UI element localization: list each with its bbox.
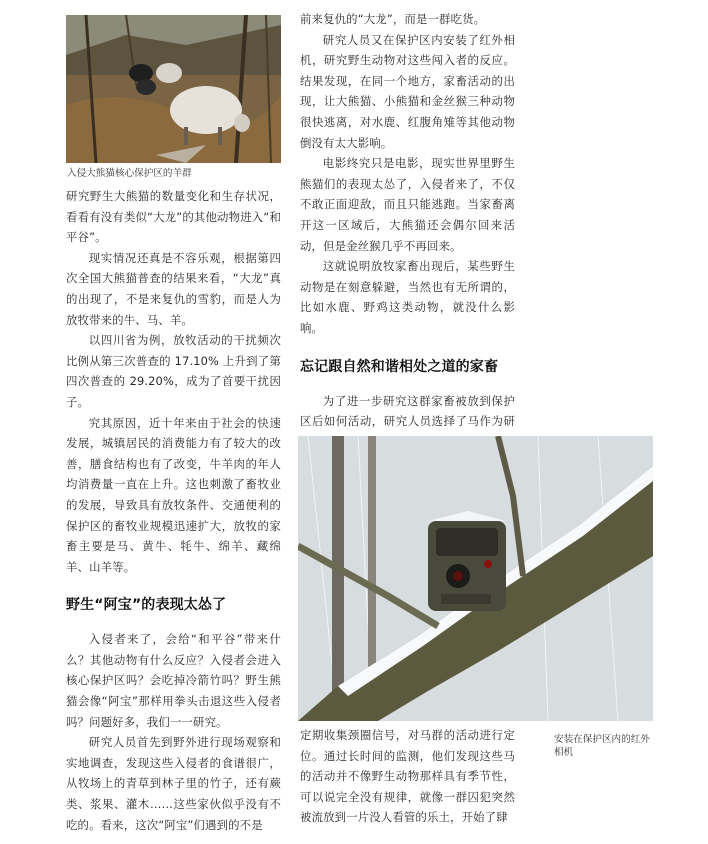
infrared-camera-photo [298, 436, 653, 721]
sheep-herd-photo [66, 15, 281, 163]
paragraph: 研究人员首先到野外进行现场观察和实地调查，发现这些入侵者的食谱很广，从牧场上的青草到林子里的竹子，还有蕨类、浆果、灌木……这些家伙似乎没有不吃的。看来，这次“阿宝”们遇到的不是 [66, 735, 281, 832]
section-heading: 野生“阿宝”的表现太怂了 [66, 597, 227, 614]
right-column-upper [300, 9, 515, 473]
paragraph: 以四川省为例，放牧活动的干扰频次比例从第三次普查的 17.10% 上升到了第四次普查的 29.20%，成为了首要干扰因子。 [66, 333, 281, 409]
sheep-photo-caption: 入侵大熊猫核心保护区的羊群 [67, 168, 192, 179]
paragraph: 为了进一步研究这群家畜被放到保护区后如何活动，研究人员选择了马作为研 [300, 393, 515, 429]
paragraph: 这就说明放牧家畜出现后，某些野生动物是在刻意躲避，当然也有无所谓的，比如水鹿、野鸡这类动物，就没什么影响。 [300, 259, 515, 335]
section-heading: 忘记跟自然和谐相处之道的家畜 [300, 358, 499, 375]
paragraph: 现实情况还真是不容乐观，根据第四次全国大熊猫普查的结果来看，“大龙”真的出现了，不是来复仇的雪豹，而是人为放牧带来的牛、马、羊。 [66, 250, 281, 327]
paragraph: 前来复仇的“大龙”，而是一群吃货。 [300, 12, 486, 26]
camera-photo-caption: 安装在保护区内的红外相机 [554, 734, 650, 758]
right-column-lower [300, 725, 515, 828]
left-column [66, 186, 281, 835]
paragraph: 研究人员又在保护区内安装了红外相机，研究野生动物对这些闯入者的反应。结果发现，在同一个地方，家畜活动的出现，让大熊猫、小熊猫和金丝猴三种动物很快逃离，对水鹿、红腹角雉等其他动物倒没有太大影响。 [300, 32, 515, 150]
paragraph: 究其原因，近十年来由于社会的快速发展，城镇居民的消费能力有了较大的改善，膳食结构也有了改变，牛羊肉的年人均消费量一直在上升。这也刺激了畜牧业的发展，导致具有放牧条件、交通便利的保护区的畜牧业规模迅速扩大，放牧的家畜主要是马、黄牛、牦牛、绵羊、藏绵羊、山羊等。 [66, 415, 281, 574]
paragraph: 研究野生大熊猫的数量变化和生存状况，看看有没有类似“大龙”的其他动物进入“和平谷”。 [66, 189, 281, 245]
paragraph: 入侵者来了，会给“和平谷”带来什么？其他动物有什么反应？入侵者会进入核心保护区吗？会吃掉冷箭竹吗？野生熊猫会像“阿宝”那样用拳头击退这些入侵者吗？问题好多，我们一一研究。 [66, 632, 281, 729]
paragraph: 定期收集颈圈信号，对马群的活动进行定位。通过长时间的监测，他们发现这些马的活动并不像野生动物那样具有季节性，可以说完全没有规律，就像一群囚犯突然被流放到一片没人看管的乐土，开始了肆 [300, 728, 515, 825]
paragraph: 电影终究只是电影，现实世界里野生熊猫们的表现太怂了，入侵者来了，不仅不敢正面迎敌，而且只能逃跑。当家畜离开这一区域后，大熊猫还会偶尔回来活动，但是金丝猴几乎不再回来。 [300, 156, 515, 253]
